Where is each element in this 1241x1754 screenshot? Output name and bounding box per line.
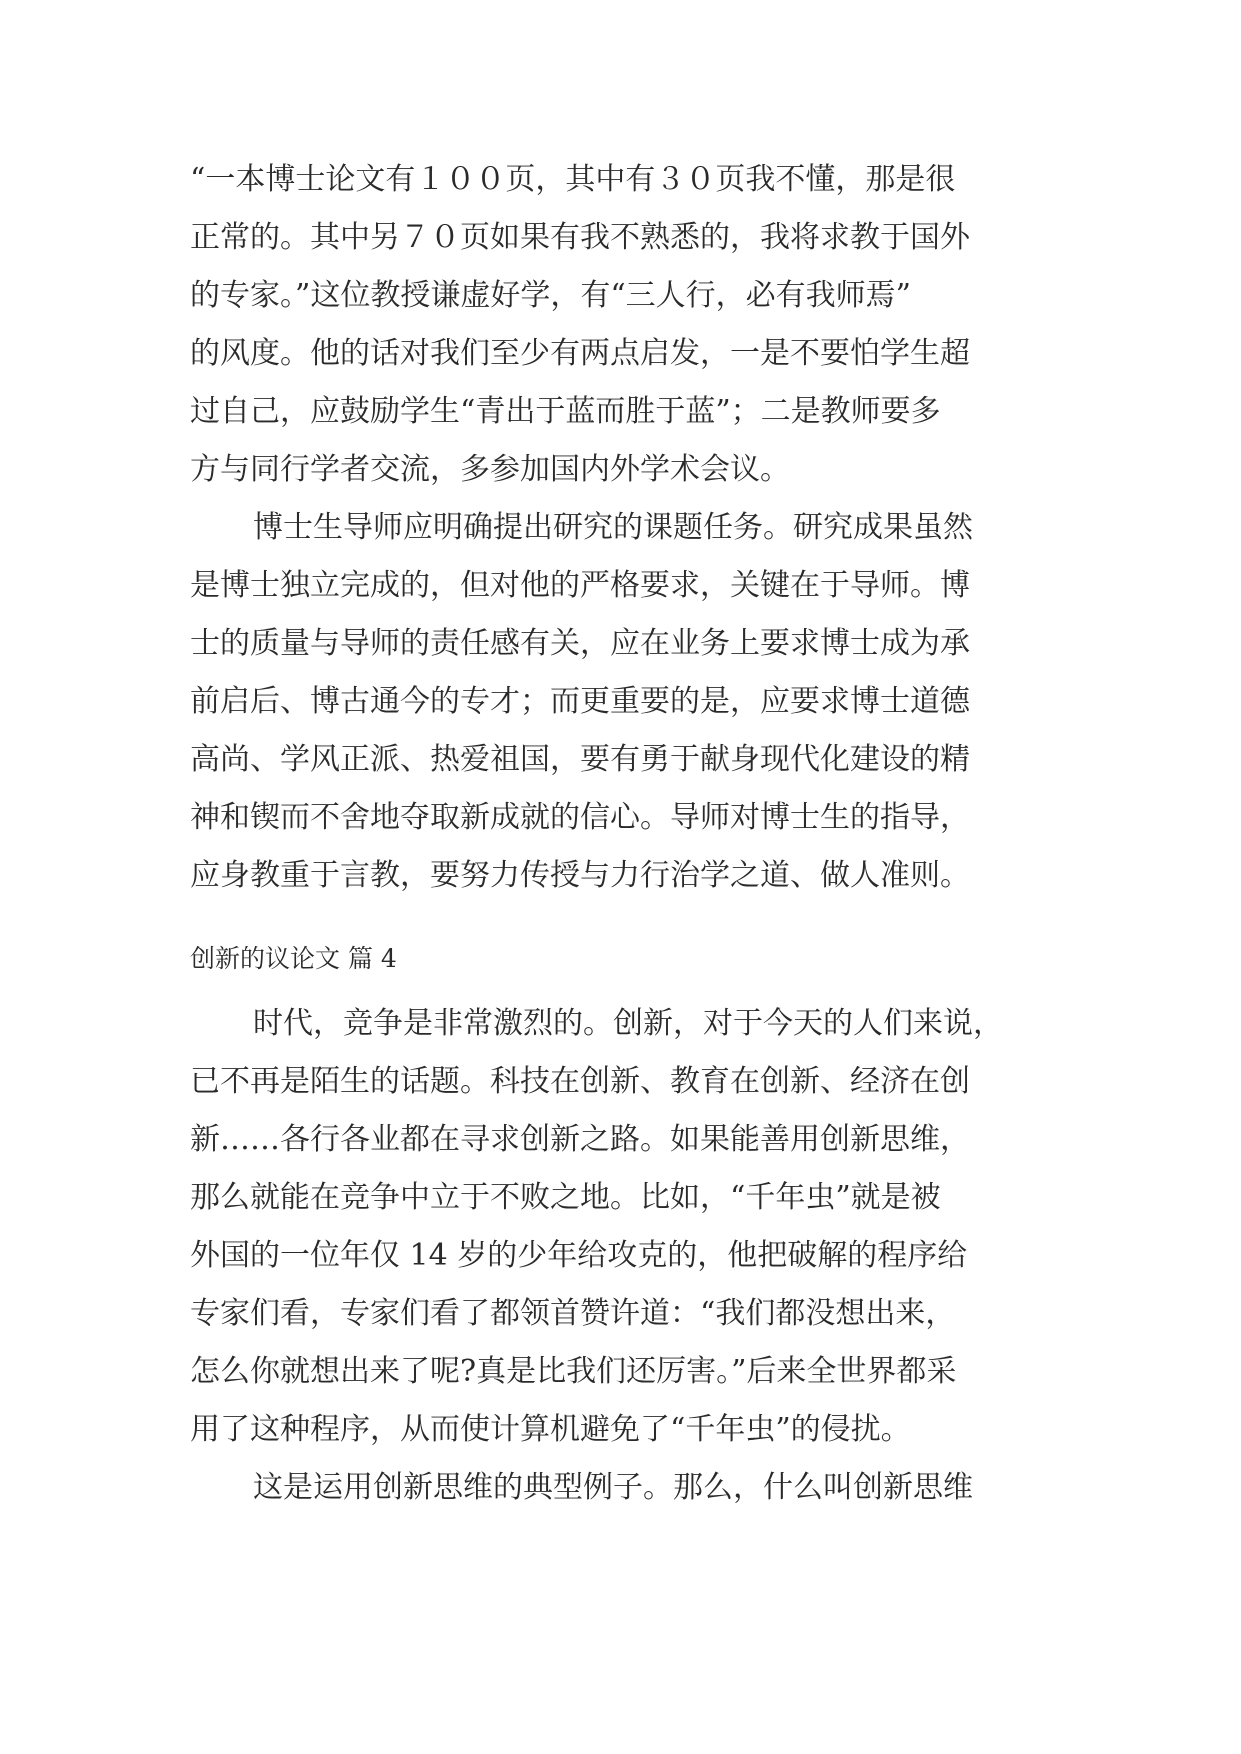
paragraph-line: 这是运用创新思维的典型例子。那么，什么叫创新思维 <box>253 1470 973 1505</box>
paragraph-line: 用了这种程序，从而使计算机避免了“千年虫”的侵扰。 <box>190 1412 911 1447</box>
paragraph-line: 前启后、博古通今的专才；而更重要的是，应要求博士道德 <box>190 684 970 719</box>
paragraph-line: 怎么你就想出来了呢?真是比我们还厉害。”后来全世界都采 <box>190 1354 957 1389</box>
paragraph-line: 方与同行学者交流，多参加国内外学术会议。 <box>190 452 790 487</box>
paragraph-line: 的专家。”这位教授谦虚好学，有“三人行，必有我师焉” <box>190 278 912 313</box>
paragraph-line: 的风度。他的话对我们至少有两点启发，一是不要怕学生超 <box>190 336 970 371</box>
section-heading: 创新的议论文 篇 4 <box>190 944 397 973</box>
paragraph-line: 过自己，应鼓励学生“青出于蓝而胜于蓝”；二是教师要多 <box>190 394 941 429</box>
paragraph-line: 神和锲而不舍地夺取新成就的信心。导师对博士生的指导， <box>190 800 970 835</box>
paragraph-line: 那么就能在竞争中立于不败之地。比如，“千年虫”就是被 <box>190 1180 941 1215</box>
paragraph-line: 外国的一位年仅 14 岁的少年给攻克的，他把破解的程序给 <box>190 1238 968 1273</box>
paragraph-line: “一本博士论文有１００页，其中有３０页我不懂，那是很 <box>190 162 956 197</box>
paragraph-line: 专家们看，专家们看了都领首赞许道：“我们都没想出来， <box>190 1296 956 1331</box>
paragraph-line: 是博士独立完成的，但对他的严格要求，关键在于导师。博 <box>190 568 970 603</box>
paragraph-line: 士的质量与导师的责任感有关，应在业务上要求博士成为承 <box>190 626 970 661</box>
paragraph-line: 高尚、学风正派、热爱祖国，要有勇于献身现代化建设的精 <box>190 742 970 777</box>
paragraph-line: 正常的。其中另７０页如果有我不熟悉的，我将求教于国外 <box>190 220 970 255</box>
paragraph-line: 应身教重于言教，要努力传授与力行治学之道、做人准则。 <box>190 858 970 893</box>
paragraph-line: 新……各行各业都在寻求创新之路。如果能善用创新思维， <box>190 1122 970 1157</box>
paragraph-line: 博士生导师应明确提出研究的课题任务。研究成果虽然 <box>253 510 973 545</box>
paragraph-line: 已不再是陌生的话题。科技在创新、教育在创新、经济在创 <box>190 1064 970 1099</box>
paragraph-line: 时代，竞争是非常激烈的。创新，对于今天的人们来说， <box>253 1006 1003 1041</box>
